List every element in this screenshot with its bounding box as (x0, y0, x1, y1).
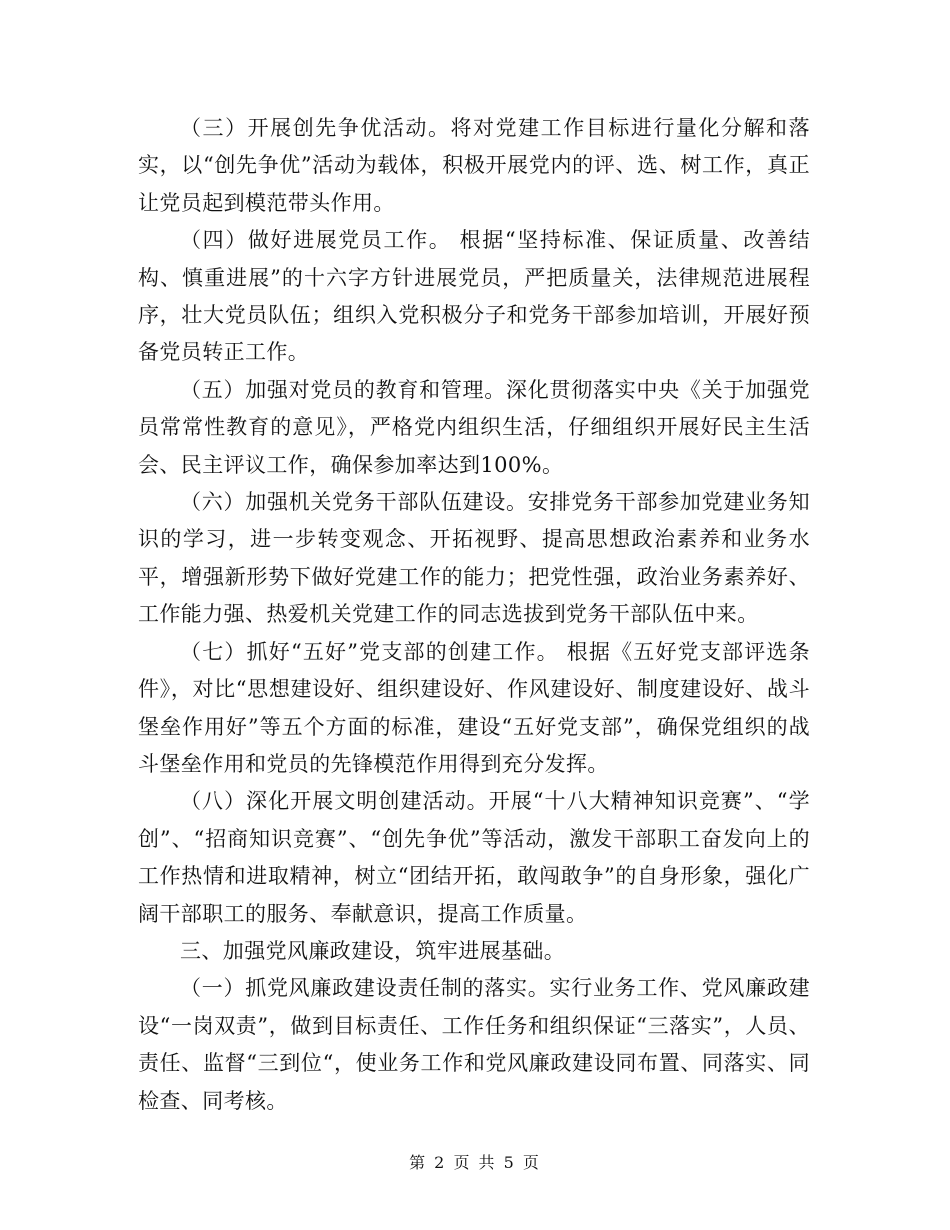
paragraph-section-6: （六）加强机关党务干部队伍建设。安排党务干部参加党建业务知识的学习，进一步转变观念、开拓视野、提高思想政治素养和业务水平，增强新形势下做好党建工作的能力；把党性强，政治业务素养好、工作能力强、热爱机关党建工作的同志选拔到党务干部队伍中来。 (138, 490, 810, 627)
paragraph-section-3: （三）开展创先争优活动。将对党建工作目标进行量化分解和落实，以“创先争优”活动为载体，积极开展党内的评、选、树工作，真正让党员起到模范带头作用。 (138, 116, 810, 215)
paragraph-section-7: （七）抓好“五好”党支部的创建工作。 根据《五好党支部评选条件》，对比“思想建设好、组织建设好、作风建设好、制度建设好、战斗堡垒作用好”等五个方面的标准，建设“五好党支部”，确保党组织的战斗堡垒作用和党员的先锋模范作用得到充分发挥。 (138, 639, 810, 776)
paragraph-part-3-section-1: （一）抓党风廉政建设责任制的落实。实行业务工作、党风廉政建设“一岗双责”，做到目标责任、工作任务和组织保证“三落实”，人员、责任、监督“三到位“，使业务工作和党风廉政建设同布置、同落实、同检查、同考核。 (138, 976, 810, 1113)
paragraph-section-4: （四）做好进展党员工作。 根据“坚持标准、保证质量、改善结构、慎重进展”的十六字方针进展党员，严把质量关，法律规范进展程序，壮大党员队伍；组织入党积极分子和党务干部参加培训，开展好预备党员转正工作。 (138, 228, 810, 365)
page-number-footer: 第 2 页 共 5 页 (409, 1153, 541, 1172)
paragraph-section-8: （八）深化开展文明创建活动。开展“十八大精神知识竞赛”、“学创”、“招商知识竞赛”、“创先争优”等活动，激发干部职工奋发向上的工作热情和进取精神，树立“团结开拓，敢闯敢争”的自身形象，强化广阔干部职工的服务、奉献意识，提高工作质量。 (138, 789, 810, 926)
heading-part-3: 三、加强党风廉政建设，筑牢进展基础。 (180, 938, 566, 963)
paragraph-section-5: （五）加强对党员的教育和管理。深化贯彻落实中央《关于加强党员常常性教育的意见》，严格党内组织生活，仔细组织开展好民主生活会、民主评议工作，确保参加率达到100%。 (138, 377, 810, 477)
document-body (138, 110, 810, 1120)
